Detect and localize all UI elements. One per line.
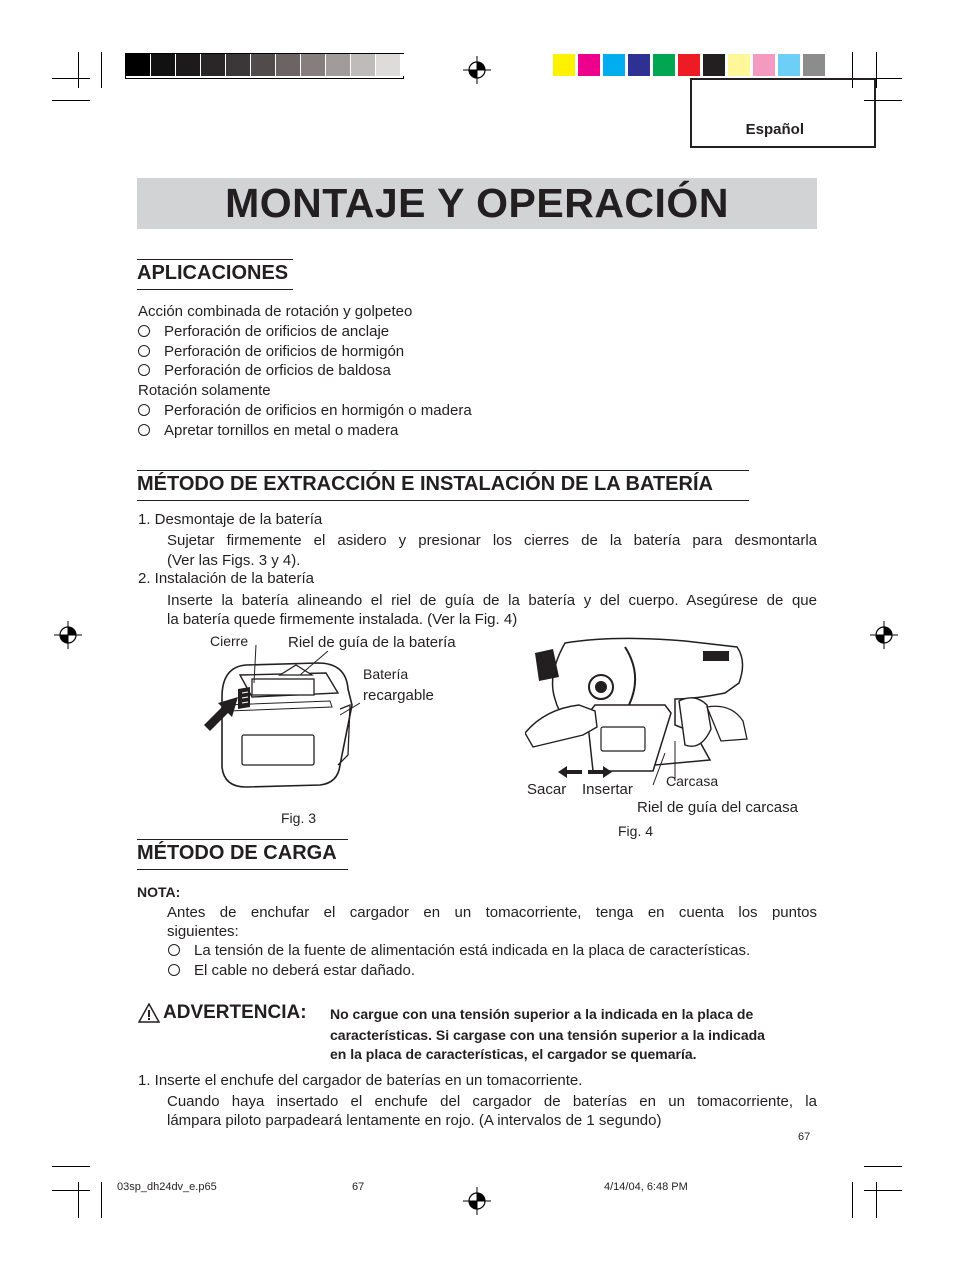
list-item [138,422,398,439]
color-swatch [753,54,775,76]
color-swatch [553,54,575,76]
crop-mark [876,52,877,88]
crop-mark [52,1190,90,1191]
gray-swatch [326,54,350,76]
gray-swatch [151,54,175,76]
gray-swatch [201,54,225,76]
fig3-label-bateria: recargable [363,687,434,704]
crop-mark [864,1190,902,1191]
circle-bullet-icon [168,964,180,976]
gray-swatch [401,54,425,76]
section-heading-bateria: MÉTODO DE EXTRACCIÓN E INSTALACIÓN DE LA BATERÍA [137,470,749,501]
footer-datetime: 4/14/04, 6:48 PM [604,1181,688,1193]
color-swatch [728,54,750,76]
color-swatch [703,54,725,76]
step-text: (Ver las Figs. 3 y 4). [167,552,301,569]
color-swatch [678,54,700,76]
fig3-label-cierre: Cierre [210,633,249,649]
list-item [138,362,391,379]
gray-swatch [276,54,300,76]
step-text: Sujetar firmemente el asidero y presionar los cierres de la batería para desmontarla [167,532,817,549]
circle-bullet-icon [168,944,180,956]
language-tab [690,78,876,148]
registration-mark-left [54,621,82,649]
circle-bullet-icon [138,364,150,376]
list-item-label: Perforación de orificios de anclaje [164,323,390,340]
color-swatch [803,54,825,76]
fig4-label-carcasa: Carcasa [666,773,719,789]
warning-label: ADVERTENCIA: [163,1002,307,1023]
fig3-label-riel: Riel de guía de la batería [288,634,456,651]
list-item-label: Apretar tornillos en metal o madera [164,422,399,439]
step-text: la batería quede firmemente instalada. (Ver la Fig. 4) [167,611,518,628]
step-title: 1. Inserte el enchufe del cargador de baterías en un tomacorriente. [138,1072,583,1089]
color-swatch [603,54,625,76]
circle-bullet-icon [138,424,150,436]
gray-swatch [351,54,375,76]
circle-bullet-icon [138,345,150,357]
crop-mark [101,52,102,88]
list-item [138,402,472,419]
page-number: 67 [798,1131,811,1143]
color-swatch [778,54,800,76]
crop-mark [78,1182,79,1218]
group-label: Acción combinada de rotación y golpeteo [138,303,413,320]
step-text: Cuando haya insertado el enchufe del cargador de baterías en un tomacorriente, la [167,1093,817,1110]
nota-text: siguientes: [167,923,239,940]
crop-mark [52,1166,90,1167]
crop-mark [876,1182,877,1218]
list-item-label: El cable no deberá estar dañado. [194,962,415,979]
nota-label: NOTA: [137,884,181,900]
list-item-label: Perforación de orficios de baldosa [164,362,391,379]
nota-text: Antes de enchufar el cargador en un tomacorriente, tenga en cuenta los puntos [167,904,817,921]
list-item-label: La tensión de la fuente de alimentación está indicada en la placa de características. [194,942,751,959]
circle-bullet-icon [138,325,150,337]
crop-mark [52,100,90,101]
warning-text: No cargue con una tensión superior a la indicada en la placa de [330,1006,754,1022]
double-arrow-icon [558,766,612,778]
gray-swatch [176,54,200,76]
gray-swatch [251,54,275,76]
step-text: Inserte la batería alineando el riel de guía de la batería y del cuerpo. Asegúrese de que [167,592,817,609]
page-title: MONTAJE Y OPERACIÓN [225,180,729,226]
section-heading-carga: MÉTODO DE CARGA [137,839,348,870]
fig4-caption: Fig. 4 [618,823,654,839]
gray-swatch [226,54,250,76]
color-swatch [628,54,650,76]
warning-triangle-icon [138,1003,160,1023]
crop-mark [864,1166,902,1167]
fig3-label-bateria: Batería [363,666,409,682]
step-text: lámpara piloto parpadeará lentamente en rojo. (A intervalos de 1 segundo) [167,1112,662,1129]
list-item-label: Perforación de orificios de hormigón [164,343,405,360]
registration-mark-top [463,56,491,84]
footer-file: 03sp_dh24dv_e.p65 [117,1181,217,1193]
list-item [138,343,404,360]
list-item [168,962,415,979]
gray-swatch [126,54,150,76]
warning-text: características. Si cargase con una tensión superior a la indicada [330,1027,765,1043]
list-item [168,942,750,959]
drill-battery-illustration [525,635,750,785]
battery-illustration [200,645,360,795]
fig4-label-sacar: Sacar [527,781,567,798]
fig3-caption: Fig. 3 [281,810,317,826]
registration-mark-bottom [463,1187,491,1215]
crop-mark [78,52,79,88]
fig4-label-riel: Riel de guía del carcasa [637,799,798,816]
footer-page: 67 [352,1181,365,1193]
crop-mark [52,78,90,79]
gray-swatch [376,54,400,76]
step-title: 1. Desmontaje de la batería [138,511,323,528]
warning-text: en la placa de características, el cargador se quemaría. [330,1046,697,1062]
crop-mark [852,1182,853,1218]
registration-mark-right [870,621,898,649]
step-title: 2. Instalación de la batería [138,570,314,587]
gray-swatch [301,54,325,76]
list-item [138,323,389,340]
circle-bullet-icon [138,404,150,416]
fig4-label-insertar: Insertar [582,781,633,798]
section-heading-aplicaciones: APLICACIONES [137,259,293,290]
language-label: Español [745,121,804,138]
crop-mark [101,1182,102,1218]
color-swatch [578,54,600,76]
color-swatch [653,54,675,76]
list-item-label: Perforación de orificios en hormigón o madera [164,402,472,419]
group-label: Rotación solamente [138,382,271,399]
